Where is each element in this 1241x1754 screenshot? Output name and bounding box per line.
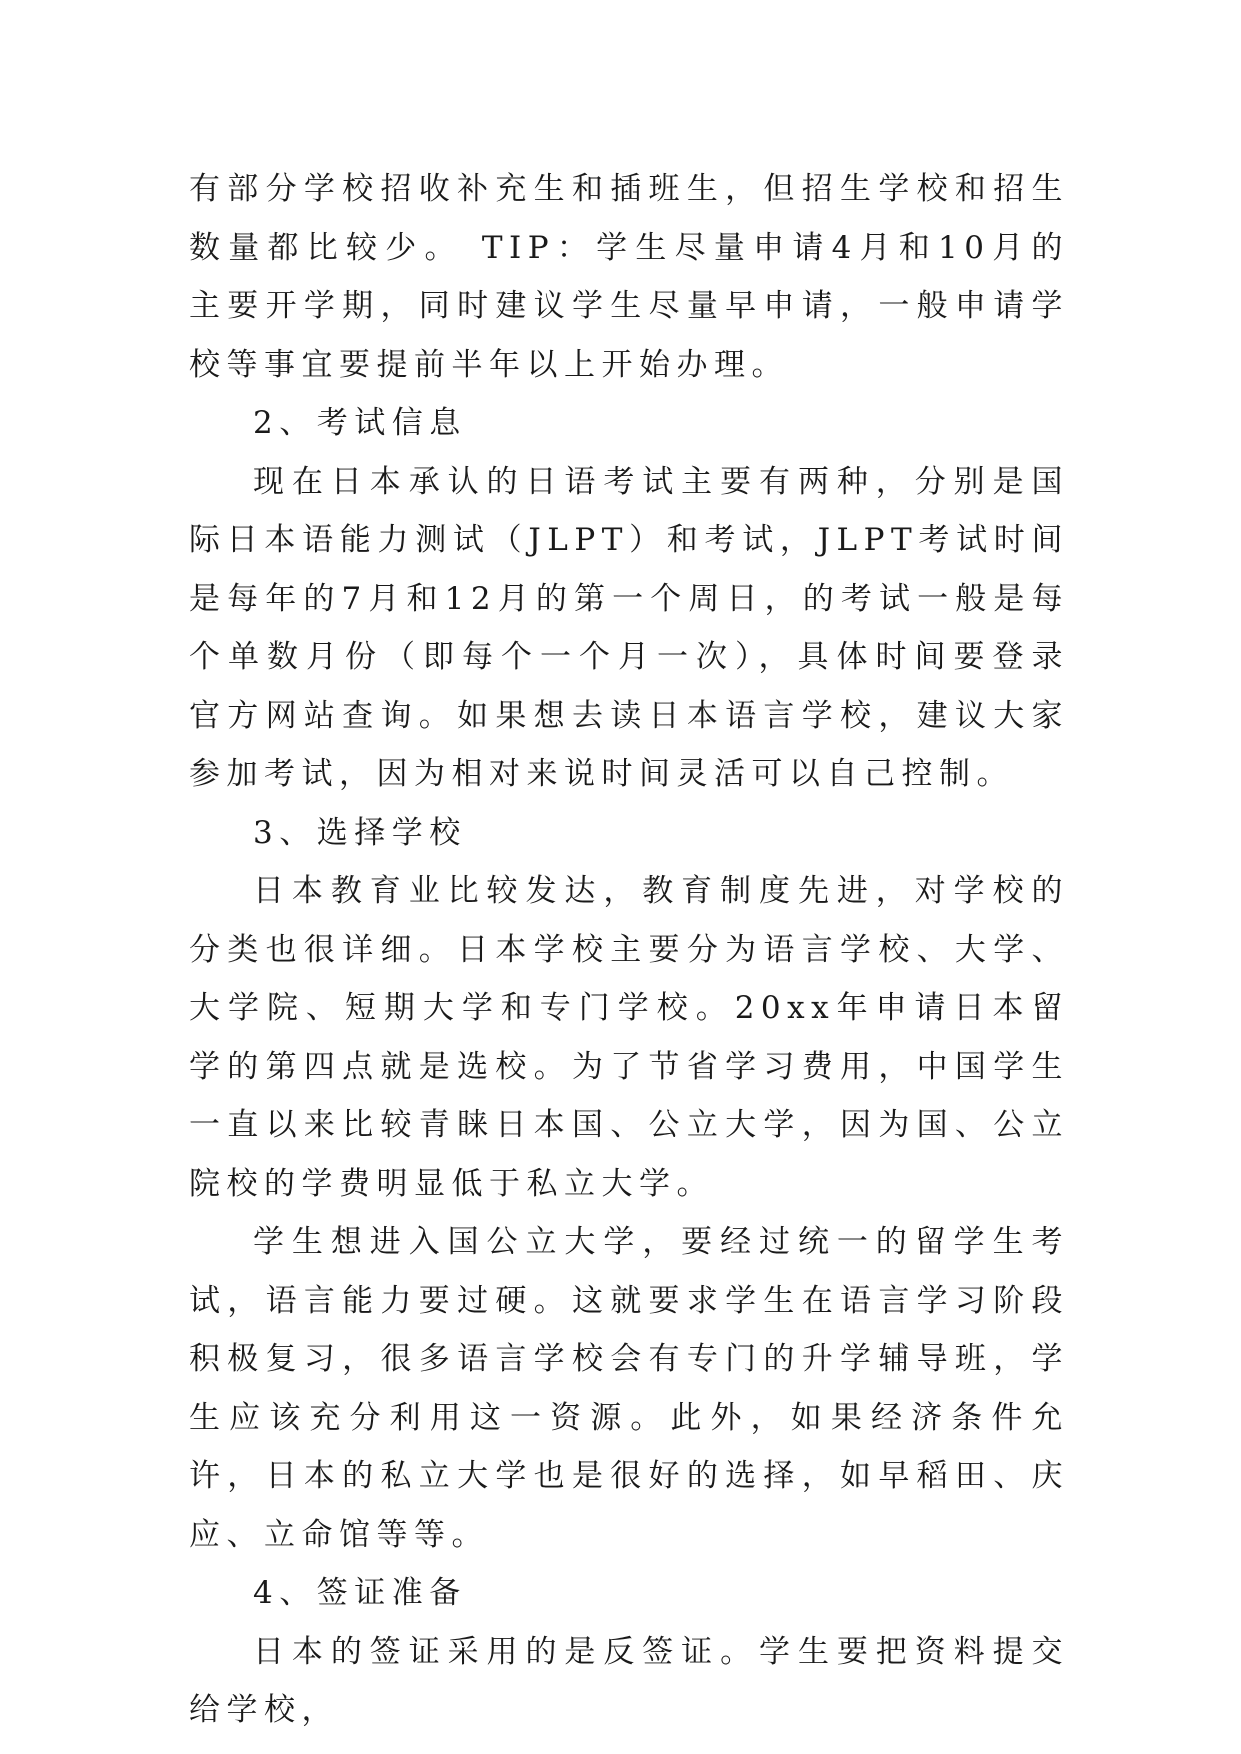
section-heading-choose-school: 3、选择学校 [253,814,467,851]
paragraph-intro-continued: 有部分学校招收补充生和插班生，但招生学校和招生数量都比较少。 TIP：学生尽量申请4月和10月的主要开学期，同时建议学生尽量早申请，一般申请学校等事宜要提前半年以上开始办理。 [189,171,1069,383]
section-heading-exam-info: 2、考试信息 [253,405,467,441]
paragraph-public-universities: 学生想进入国公立大学，要经过统一的留学生考试，语言能力要过硬。这就要求学生在语言学习阶段积极复习，很多语言学校会有专门的升学辅导班，学生应该充分利用这一资源。此外，如果经济条件允许，日本的私立大学也是很好的选择，如早稻田、庆应、立命馆等等。 [189,1224,1069,1553]
section-heading-visa-prep: 4、签证准备 [253,1575,467,1611]
paragraph-visa: 日本的签证采用的是反签证。学生要把资料提交给学校， [189,1633,1069,1728]
paragraph-exam-info: 现在日本承认的日语考试主要有两种，分别是国际日本语能力测试（JLPT）和考试，JLPT考试时间是每年的7月和12月的第一个周日，的考试一般是每个单数月份（即每个一个月一次），具体时间要登录官方网站查询。如果想去读日本语言学校，建议大家参加考试，因为相对来说时间灵活可以自己控制。 [189,463,1069,792]
document-body [189,160,1069,1740]
paragraph-school-types: 日本教育业比较发达，教育制度先进，对学校的分类也很详细。日本学校主要分为语言学校、大学、大学院、短期大学和专门学校。20xx年申请日本留学的第四点就是选校。为了节省学习费用，中国学生一直以来比较青睐日本国、公立大学，因为国、公立院校的学费明显低于私立大学。 [189,873,1069,1202]
